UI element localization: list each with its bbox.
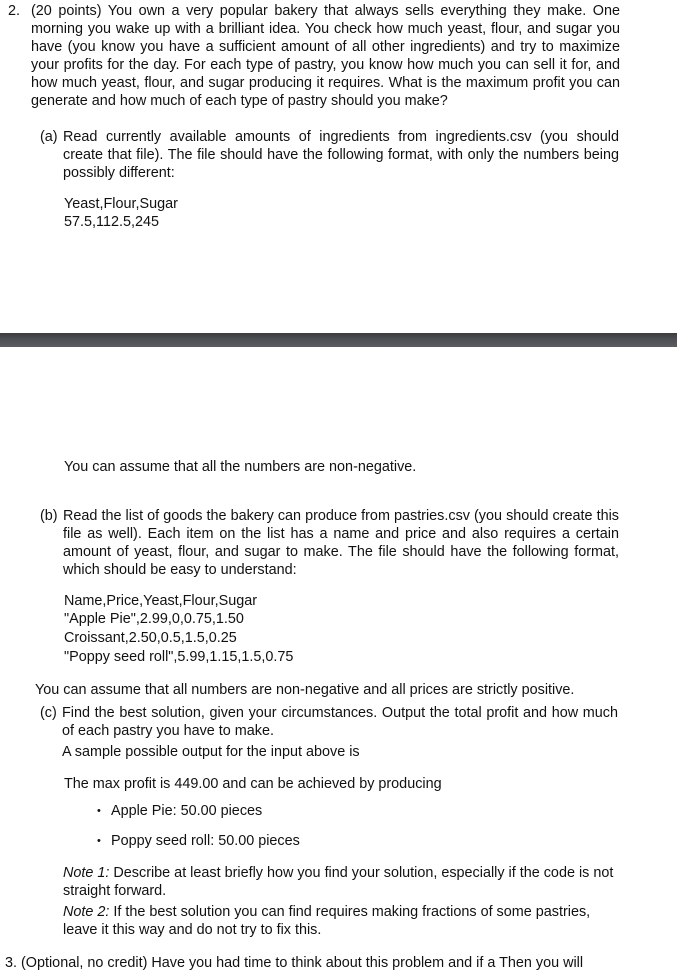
problem-number: 2. <box>8 3 21 19</box>
part-a-note: You can assume that all the numbers are non-negative. <box>64 459 417 475</box>
part-c-label: (c) <box>40 705 57 721</box>
note-2 <box>63 903 619 939</box>
sample-output-item <box>97 832 300 850</box>
note-2-text: If the best solution you can find requires making fractions of some pastries, leave it this way and do not try to fix this. <box>63 904 591 938</box>
bullet-icon: • <box>97 805 101 817</box>
pastries-csv-header: Name,Price,Yeast,Flour,Sugar <box>64 593 258 609</box>
part-b-label: (b) <box>40 508 58 524</box>
part-b-note: You can assume that all numbers are non-negative and all prices are strictly positive. <box>35 682 575 698</box>
note-2-label: Note 2: <box>63 904 110 920</box>
sample-output-item <box>97 802 262 820</box>
part-a-text: Read currently available amounts of ingredients from ingredients.csv (you should create that file). The file should have the following format, with only the numbers being possibly different: <box>63 129 619 181</box>
ingredients-csv-header: Yeast,Flour,Sugar <box>64 196 178 212</box>
part-b-text: Read the list of goods the bakery can produce from pastries.csv (you should create this file as well). Each item on the list has a name and price and also requires a certain amount of yeast, flour, and sugar to make. The file should have the following format, which should be easy to understand: <box>63 508 619 578</box>
part-a-label: (a) <box>40 129 58 145</box>
note-1-text: Describe at least briefly how you find your solution, especially if the code is not straight forward. <box>63 865 614 899</box>
sample-output-header: The max profit is 449.00 and can be achieved by producing <box>64 776 442 792</box>
pastries-csv-row: "Poppy seed roll",5.99,1.15,1.5,0.75 <box>64 649 294 665</box>
sample-output-intro: A sample possible output for the input above is <box>62 744 360 760</box>
bullet-icon: • <box>97 835 101 847</box>
problem-intro: (20 points) You own a very popular bakery that always sells everything they make. One morning you wake up with a brilliant idea. You check how much yeast, flour, and sugar you have (you know you have a sufficient amount of all other ingredients) and try to maximize your profits for the day. For each type of pastry, you know how much you can sell it for, and how much yeast, flour, and sugar producing it requires. What is the maximum profit you can generate and how much of each type of pastry should you make? <box>31 3 620 109</box>
pastries-csv-row: Croissant,2.50,0.5,1.5,0.25 <box>64 630 237 646</box>
note-1-label: Note 1: <box>63 865 110 881</box>
sample-output-item-text: Apple Pie: 50.00 pieces <box>111 803 263 819</box>
ingredients-csv-values: 57.5,112.5,245 <box>64 214 159 230</box>
part-c-text: Find the best solution, given your circumstances. Output the total profit and how much of each pastry you have to make. <box>62 705 618 739</box>
pastries-csv-row: "Apple Pie",2.99,0,0.75,1.50 <box>64 611 244 627</box>
next-problem-cutoff-text: 3. (Optional, no credit) Have you had time to think about this problem and if a Then you will <box>5 955 584 971</box>
note-1 <box>63 864 619 900</box>
sample-output-item-text: Poppy seed roll: 50.00 pieces <box>111 833 300 849</box>
next-problem-cutoff <box>0 954 677 971</box>
page-divider <box>0 333 677 347</box>
